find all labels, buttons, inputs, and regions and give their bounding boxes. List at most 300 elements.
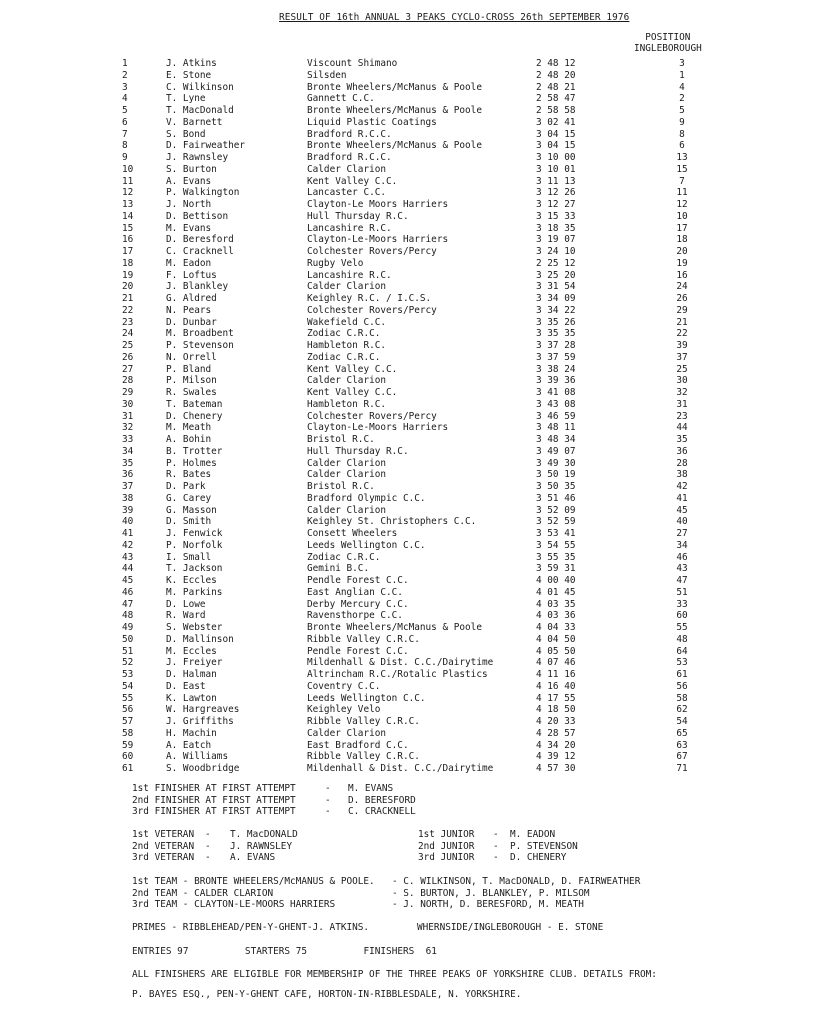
ingleborough-position: 8 [679,128,685,140]
club-name: Zodiac C.R.C. [307,551,381,563]
result-number: 16 [122,234,134,246]
club-name: Bronte Wheelers/McManus & Poole [307,622,482,633]
ingleborough-position: 37 [676,351,688,363]
finish-time: 3 55 35 [536,551,576,563]
ingleborough-position: 34 [676,539,688,551]
club-name: Bronte Wheelers/McManus & Poole [307,81,482,93]
club-name: Rugby Velo [307,257,364,269]
veteran-junior-row [0,841,819,853]
ingleborough-position: 23 [676,410,688,422]
result-number: 53 [122,669,134,680]
result-row [0,411,819,423]
veterans-and-juniors [0,829,819,864]
finish-time: 4 00 40 [536,575,576,586]
rider-name: D. Chenery [166,410,223,422]
veteran-label: 1st VETERAN [132,829,195,840]
finish-time: 4 05 50 [536,645,576,657]
result-row [0,270,819,282]
rider-name: M. Eccles [166,645,217,657]
finish-time: 3 34 09 [536,293,576,304]
rider-name: D. Mallinson [166,633,234,645]
rider-name: S. Burton [166,163,217,175]
rider-name: D. Lowe [166,598,206,610]
ingleborough-position: 39 [676,340,688,351]
rider-name: D. East [166,680,206,692]
finish-time: 4 16 40 [536,680,576,692]
results-table [0,58,819,775]
club-name: Pendle Forest C.C. [307,575,409,586]
rider-name: M. Meath [166,422,212,434]
club-name: Kent Valley C.C. [307,387,398,398]
result-row [0,117,819,129]
starters-value: 75 [295,946,308,957]
rider-name: D. Smith [166,516,212,528]
rider-name: R. Swales [166,387,217,398]
ingleborough-position: 71 [676,763,688,774]
finish-time: 3 02 41 [536,116,576,128]
finish-time: 4 28 57 [536,727,576,739]
veteran-junior-row [0,829,819,841]
result-row [0,352,819,364]
finish-time: 4 04 50 [536,633,576,645]
ingleborough-position: 27 [676,528,688,539]
club-name: Colchester Rovers/Percy [307,410,437,422]
ingleborough-position: 16 [676,269,688,281]
ingleborough-position: 25 [676,363,688,375]
finish-time: 2 58 47 [536,93,576,105]
rider-name: J. Rawnsley [166,152,229,163]
entry-counts [132,946,437,958]
result-number: 9 [122,152,128,163]
ingleborough-position: 56 [676,680,688,692]
rider-name: D. Halman [166,669,217,680]
club-name: Ravensthorpe C.C. [307,610,403,622]
ingleborough-position: 38 [676,469,688,481]
club-name: Colchester Rovers/Percy [307,304,437,316]
finish-time: 3 49 07 [536,445,576,457]
result-number: 1 [122,58,128,69]
rider-name: A. Williams [166,751,229,763]
rider-name: I. Small [166,551,212,563]
entries-value: 97 [177,946,189,957]
result-row [0,281,819,293]
result-row [0,599,819,611]
ingleborough-position: 41 [676,492,688,504]
junior-label: 1st JUNIOR [418,829,475,840]
ingleborough-position: 47 [676,575,688,586]
ingleborough-position: 44 [676,422,688,434]
rider-name: J. North [166,199,212,210]
result-row [0,422,819,434]
finish-time: 3 48 34 [536,434,576,445]
club-name: Calder Clarion [307,281,387,293]
finish-time: 2 58 58 [536,105,576,116]
result-row [0,340,819,352]
first-attempt-name: C. CRACKNELL [348,806,416,817]
result-row [0,446,819,458]
result-row [0,434,819,446]
rider-name: P. Bland [166,363,212,375]
ingleborough-position: 10 [676,210,688,222]
rider-name: R. Ward [166,610,206,622]
veteran-dash: - [205,852,211,863]
club-name: Viscount Shimano [307,58,398,69]
result-number: 47 [122,598,134,610]
finish-time: 3 19 07 [536,234,576,246]
first-attempt-label: 1st FINISHER AT FIRST ATTEMPT [132,783,296,794]
result-row [0,105,819,117]
first-attempt-dash: - [325,783,331,794]
team-row [0,876,819,888]
rider-name: P. Stevenson [166,340,234,351]
result-number: 23 [122,316,134,328]
club-name: Calder Clarion [307,457,387,469]
finish-time: 3 04 15 [536,140,576,152]
ingleborough-position: 6 [679,140,685,152]
club-name: Calder Clarion [307,375,387,387]
finish-time: 3 52 09 [536,504,576,516]
club-name: Lancashire R.C. [307,269,392,281]
team-row [0,888,819,900]
ingleborough-position: 42 [676,481,688,492]
ingleborough-position: 17 [676,222,688,234]
result-row [0,763,819,775]
result-number: 20 [122,281,134,293]
ingleborough-position: 64 [676,645,688,657]
club-name: Bristol R.C. [307,434,375,445]
rider-name: T. MacDonald [166,105,234,116]
ingleborough-position: 5 [679,105,685,116]
veteran-name: T. MacDONALD [230,829,298,840]
club-name: Hambleton R.C. [307,340,387,351]
ingleborough-position: 62 [676,704,688,716]
rider-name: G. Carey [166,492,212,504]
ingleborough-position: 60 [676,610,688,622]
junior-dash: - [493,852,499,863]
rider-name: T. Bateman [166,398,223,410]
result-row [0,634,819,646]
club-name: Colchester Rovers/Percy [307,246,437,257]
result-number: 6 [122,116,128,128]
club-name: Mildenhall & Dist. C.C./Dairytime [307,763,494,774]
result-row [0,516,819,528]
result-number: 2 [122,69,128,81]
rider-name: S. Webster [166,622,223,633]
junior-name: M. EADON [510,829,556,840]
club-name: Coventry C.C. [307,680,381,692]
rider-name: J. Freiyer [166,657,223,669]
result-number: 19 [122,269,134,281]
team-label: 3rd TEAM - CLAYTON-LE-MOORS HARRIERS [132,899,336,910]
rider-name: M. Broadbent [166,328,234,340]
finish-time: 3 46 59 [536,410,576,422]
ingleborough-position: 45 [676,504,688,516]
result-row [0,187,819,199]
result-number: 56 [122,704,134,716]
result-number: 57 [122,716,134,727]
ingleborough-position: 13 [676,152,688,163]
rider-name: J. Atkins [166,58,217,69]
result-row [0,540,819,552]
result-number: 33 [122,434,134,445]
result-row [0,622,819,634]
rider-name: T. Jackson [166,563,223,575]
club-name: Hull Thursday R.C. [307,445,409,457]
ingleborough-position: 12 [676,199,688,210]
result-row [0,293,819,305]
ingleborough-position: 19 [676,257,688,269]
position-header-line-1: POSITION [645,32,691,43]
ingleborough-position: 28 [676,457,688,469]
page-title: RESULT OF 16th ANNUAL 3 PEAKS CYCLO-CROSS 26th SEPTEMBER 1976 [279,12,630,23]
club-name: Calder Clarion [307,727,387,739]
finish-time: 4 20 33 [536,716,576,727]
club-name: Bradford R.C.C. [307,152,392,163]
rider-name: F. Loftus [166,269,217,281]
team-results [0,876,819,911]
first-attempt-name: M. EVANS [348,783,394,794]
junior-name: D. CHENERY [510,852,567,863]
ingleborough-position: 61 [676,669,688,680]
finish-time: 3 15 33 [536,210,576,222]
result-row [0,364,819,376]
club-name: Zodiac C.R.C. [307,328,381,340]
result-row [0,305,819,317]
club-name: Derby Mercury C.C. [307,598,409,610]
rider-name: E. Stone [166,69,212,81]
team-label: 2nd TEAM - CALDER CLARION [132,887,274,899]
result-row [0,82,819,94]
ingleborough-position: 33 [676,598,688,610]
finish-time: 3 38 24 [536,363,576,375]
result-number: 61 [122,763,134,774]
rider-name: S. Bond [166,128,206,140]
junior-label: 2nd JUNIOR [418,840,475,852]
result-row [0,258,819,270]
club-name: Leeds Wellington C.C. [307,692,426,704]
ingleborough-position: 15 [676,163,688,175]
ingleborough-position: 2 [679,93,685,105]
ingleborough-position: 65 [676,727,688,739]
ingleborough-position: 21 [676,316,688,328]
rider-name: D. Dunbar [166,316,217,328]
team-label: 1st TEAM - BRONTE WHEELERS/McMANUS & POOLE. [132,876,375,887]
ingleborough-position: 58 [676,692,688,704]
result-row [0,317,819,329]
result-number: 42 [122,539,134,551]
finish-time: 3 12 27 [536,199,576,210]
ingleborough-position: 9 [679,116,685,128]
finish-time: 3 50 35 [536,481,576,492]
result-number: 45 [122,575,134,586]
ingleborough-position: 7 [679,175,685,187]
result-row [0,681,819,693]
rider-name: C. Wilkinson [166,81,234,93]
club-name: Ribble Valley C.R.C. [307,633,420,645]
result-row [0,669,819,681]
first-attempt-row [0,795,819,807]
club-name: Lancaster C.C. [307,187,387,199]
club-name: Calder Clarion [307,504,387,516]
ingleborough-position: 26 [676,293,688,304]
result-number: 25 [122,340,134,351]
result-number: 34 [122,445,134,457]
ingleborough-position: 54 [676,716,688,727]
result-number: 13 [122,199,134,210]
result-number: 15 [122,222,134,234]
club-name: Kent Valley C.C. [307,175,398,187]
rider-name: A. Eatch [166,739,212,751]
result-number: 54 [122,680,134,692]
ingleborough-position: 32 [676,387,688,398]
footer-membership-note: ALL FINISHERS ARE ELIGIBLE FOR MEMBERSHIP OF THE THREE PEAKS OF YORKSHIRE CLUB. DETAILS FROM: [132,969,657,980]
rider-name: K. Lawton [166,692,217,704]
finish-time: 3 41 08 [536,387,576,398]
veteran-label: 2nd VETERAN [132,840,195,852]
primes-left: PRIMES - RIBBLEHEAD/PEN-Y-GHENT-J. ATKINS. [132,922,370,933]
first-attempt-name: D. BERESFORD [348,794,416,806]
rider-name: A. Bohin [166,434,212,445]
club-name: Liquid Plastic Coatings [307,116,437,128]
veteran-junior-row [0,852,819,864]
result-row [0,552,819,564]
ingleborough-position: 4 [679,81,685,93]
finish-time: 3 52 59 [536,516,576,528]
ingleborough-position: 43 [676,563,688,575]
result-number: 52 [122,657,134,669]
ingleborough-position: 40 [676,516,688,528]
club-name: Hambleton R.C. [307,398,387,410]
result-number: 17 [122,246,134,257]
result-number: 35 [122,457,134,469]
ingleborough-position: 51 [676,586,688,598]
result-row [0,493,819,505]
veteran-name: J. RAWNSLEY [230,840,293,852]
result-row [0,610,819,622]
result-number: 26 [122,351,134,363]
result-number: 22 [122,304,134,316]
rider-name: P. Milson [166,375,217,387]
result-number: 31 [122,410,134,422]
finish-time: 2 48 21 [536,81,576,93]
finish-time: 3 35 35 [536,328,576,340]
ingleborough-position: 30 [676,375,688,387]
club-name: Keighley Velo [307,704,381,716]
rider-name: G. Masson [166,504,217,516]
finish-time: 3 49 30 [536,457,576,469]
finish-time: 3 59 31 [536,563,576,575]
result-row [0,176,819,188]
finish-time: 3 35 26 [536,316,576,328]
result-row [0,246,819,258]
first-attempt-dash: - [325,806,331,817]
veteran-name: A. EVANS [230,852,276,863]
result-number: 44 [122,563,134,575]
club-name: Clayton-Le-Moors Harriers [307,422,449,434]
result-number: 46 [122,586,134,598]
club-name: Zodiac C.R.C. [307,351,381,363]
result-number: 3 [122,81,128,93]
result-row [0,693,819,705]
rider-name: M. Evans [166,222,212,234]
result-row [0,704,819,716]
finish-time: 3 04 15 [536,128,576,140]
result-row [0,140,819,152]
finish-time: 3 10 00 [536,152,576,163]
rider-name: A. Evans [166,175,212,187]
club-name: East Anglian C.C. [307,586,403,598]
result-number: 4 [122,93,128,105]
finish-time: 4 18 50 [536,704,576,716]
finish-time: 3 43 08 [536,398,576,410]
result-row [0,70,819,82]
team-members: - S. BURTON, J. BLANKLEY, P. MILSOM [392,887,590,899]
club-name: Bradford R.C.C. [307,128,392,140]
club-name: Bristol R.C. [307,481,375,492]
result-row [0,129,819,141]
entries-label: ENTRIES [132,946,172,957]
finishers-label: FINISHERS [363,946,415,957]
club-name: Ribble Valley C.R.C. [307,751,420,763]
veteran-dash: - [205,829,211,840]
rider-name: V. Barnett [166,116,223,128]
result-row [0,575,819,587]
result-number: 32 [122,422,134,434]
club-name: Hull Thursday R.C. [307,210,409,222]
rider-name: N. Pears [166,304,212,316]
finish-time: 2 48 12 [536,58,576,69]
ingleborough-position: 20 [676,246,688,257]
result-number: 14 [122,210,134,222]
result-row [0,646,819,658]
club-name: Keighley St. Christophers C.C. [307,516,477,528]
primes-right: WHERNSIDE/INGLEBOROUGH - E. STONE [417,922,604,933]
club-name: Keighley R.C. / I.C.S. [307,293,432,304]
finish-time: 4 34 20 [536,739,576,751]
ingleborough-position: 24 [676,281,688,293]
result-row [0,399,819,411]
position-header-line-2: INGLEBOROUGH [634,43,702,54]
footer-contact-address: P. BAYES ESQ., PEN-Y-GHENT CAFE, HORTON-IN-RIBBLESDALE, N. YORKSHIRE. [132,989,522,1000]
result-number: 40 [122,516,134,528]
result-row [0,93,819,105]
rider-name: W. Hargreaves [166,704,240,716]
result-number: 27 [122,363,134,375]
finishers-value: 61 [425,946,437,957]
ingleborough-position: 22 [676,328,688,340]
rider-name: G. Aldred [166,293,217,304]
result-row [0,657,819,669]
ingleborough-position: 18 [676,234,688,246]
result-row [0,563,819,575]
rider-name: J. Fenwick [166,528,223,539]
finish-time: 3 25 20 [536,269,576,281]
ingleborough-position: 67 [676,751,688,763]
finish-time: 3 54 55 [536,539,576,551]
junior-dash: - [493,840,499,852]
result-row [0,740,819,752]
result-row [0,505,819,517]
club-name: Clayton-Le-Moors Harriers [307,234,449,246]
result-row [0,328,819,340]
result-number: 10 [122,163,134,175]
veteran-dash: - [205,840,211,852]
result-number: 51 [122,645,134,657]
result-row [0,751,819,763]
result-number: 41 [122,528,134,539]
club-name: Kent Valley C.C. [307,363,398,375]
finish-time: 2 25 12 [536,257,576,269]
